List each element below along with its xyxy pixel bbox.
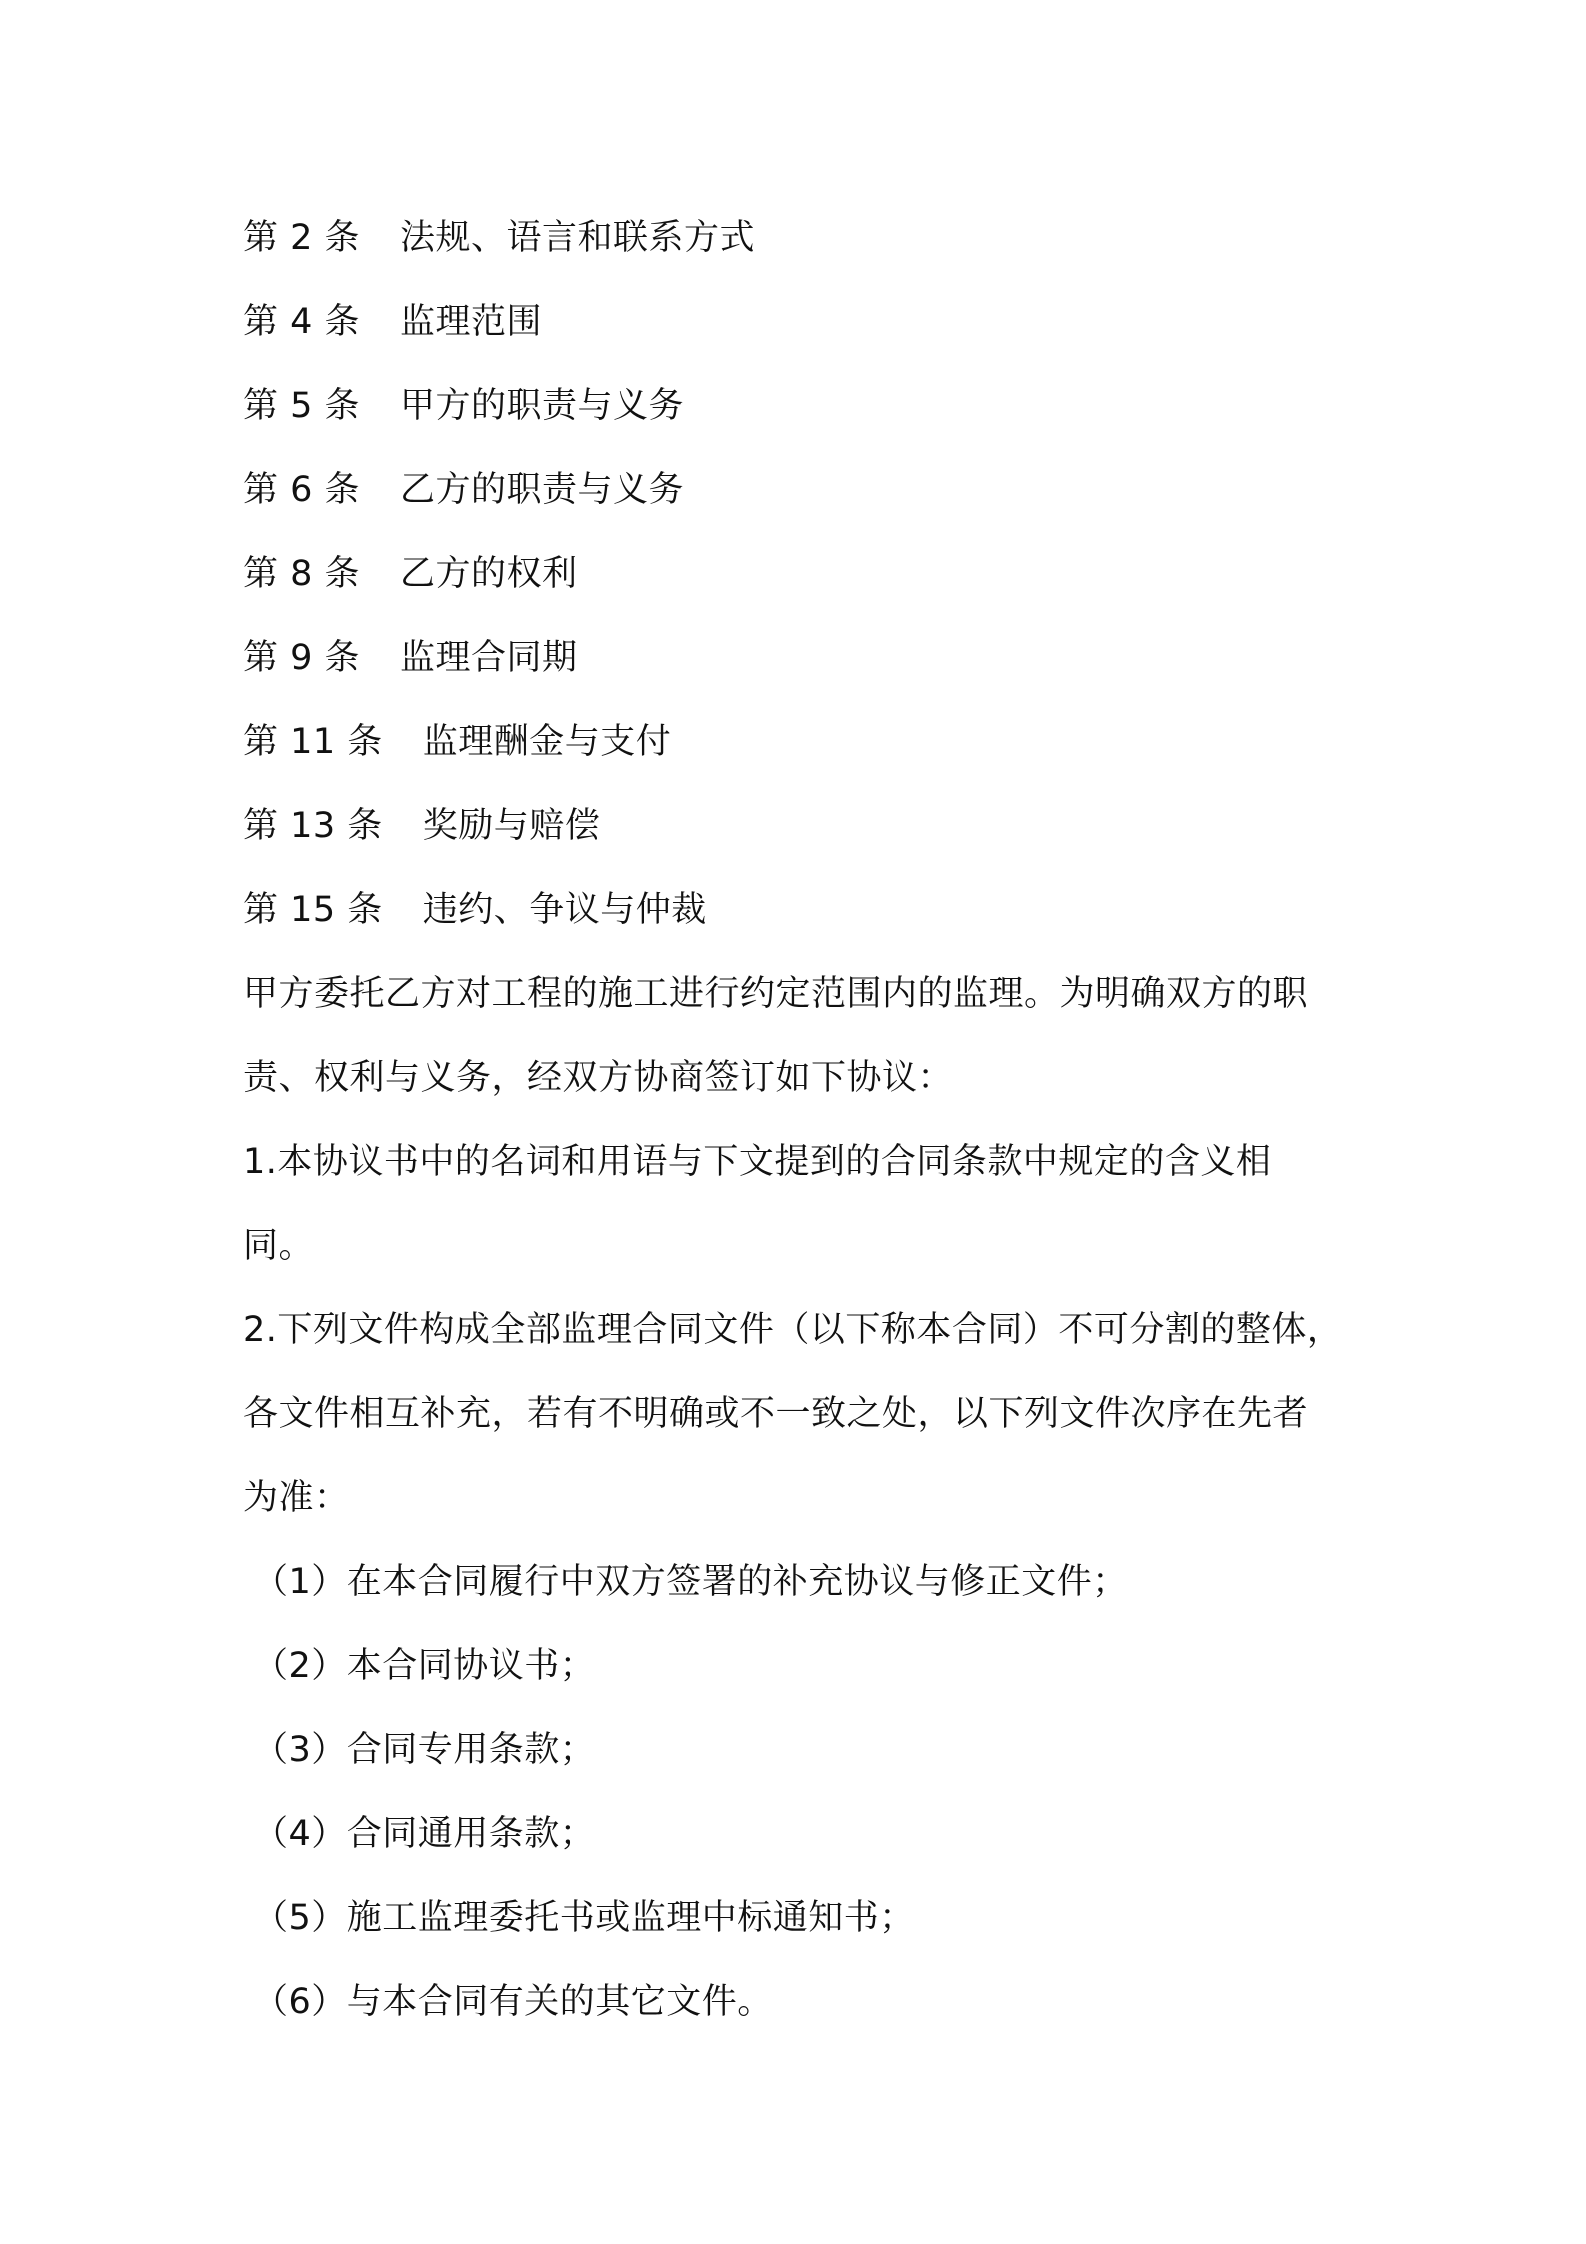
paragraph-line: 各文件相互补充，若有不明确或不一致之处，以下列文件次序在先者: [243, 1394, 1309, 1434]
paragraph-line: 责、权利与义务，经双方协商签订如下协议：: [243, 1058, 954, 1098]
article-number: 第 6 条: [243, 470, 361, 510]
article-heading: [243, 784, 1363, 868]
article-number: 第 8 条: [243, 554, 361, 594]
article-heading: [243, 448, 1363, 532]
article-heading: [243, 280, 1363, 364]
list-item: （3）合同专用条款；: [253, 1730, 596, 1770]
clause-1-paragraph: [243, 1120, 1363, 1288]
article-heading: [243, 616, 1363, 700]
article-number: 第 13 条: [243, 806, 383, 846]
article-number: 第 2 条: [243, 218, 361, 258]
article-heading: [243, 700, 1363, 784]
article-title: 奖励与赔偿: [422, 806, 601, 846]
article-heading: [243, 868, 1363, 952]
article-number: 第 11 条: [243, 722, 383, 762]
document-order-list: [243, 1540, 1363, 2044]
article-title: 违约、争议与仲裁: [422, 890, 707, 930]
article-title: 乙方的权利: [400, 554, 578, 594]
paragraph-line: 同。: [243, 1226, 315, 1266]
article-title: 法规、语言和联系方式: [400, 218, 756, 258]
article-heading: [243, 532, 1363, 616]
document-body: [243, 196, 1363, 2044]
article-heading: [243, 196, 1363, 280]
article-number: 第 15 条: [243, 890, 383, 930]
article-number: 第 5 条: [243, 386, 361, 426]
paragraph-line: 甲方委托乙方对工程的施工进行约定范围内的监理。为明确双方的职: [243, 974, 1309, 1014]
article-heading: [243, 364, 1363, 448]
article-title: 甲方的职责与义务: [400, 386, 685, 426]
article-title: 监理合同期: [400, 638, 578, 678]
list-item: （4）合同通用条款；: [253, 1814, 596, 1854]
list-item: （5）施工监理委托书或监理中标通知书；: [253, 1898, 915, 1938]
paragraph-line: 为准：: [243, 1478, 350, 1518]
list-item: （2）本合同协议书；: [253, 1646, 596, 1686]
intro-paragraph: [243, 952, 1363, 1120]
article-title: 乙方的职责与义务: [400, 470, 685, 510]
clause-2-paragraph: [243, 1288, 1363, 1540]
list-item: （6）与本合同有关的其它文件。: [253, 1982, 773, 2022]
article-number: 第 4 条: [243, 302, 361, 342]
list-item: （1）在本合同履行中双方签署的补充协议与修正文件；: [253, 1562, 1128, 1602]
paragraph-line: 2.下列文件构成全部监理合同文件（以下称本合同）不可分割的整体，: [243, 1310, 1343, 1350]
article-title: 监理范围: [400, 302, 543, 342]
article-number: 第 9 条: [243, 638, 361, 678]
article-title: 监理酬金与支付: [422, 722, 672, 762]
paragraph-line: 1.本协议书中的名词和用语与下文提到的合同条款中规定的含义相: [243, 1142, 1272, 1182]
